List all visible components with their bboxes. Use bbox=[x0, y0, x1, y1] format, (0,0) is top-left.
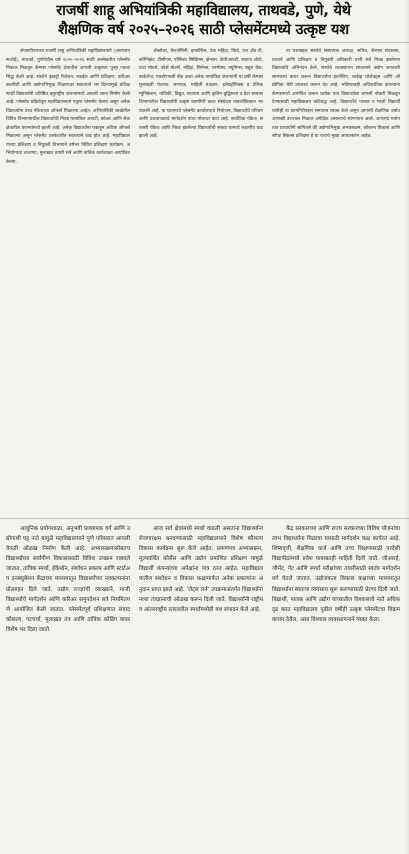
headline-divider bbox=[0, 42, 409, 43]
article-headline bbox=[2, 2, 405, 40]
lower-column-3-text: केंद्र सरकारच्या आणि राज्य सरकारच्या विविध योजनांचा लाभ विद्यार्थ्यांना मिळावा यासाठी मार्गदर्शन कक्ष कार्यरत आहे. शिष्यवृत्ती, शैक्षणिक कर्ज आणि उच्च शिक्षणासाठी परदेशी विद्यापीठांमध्ये प्रवेश याबाबतही माहिती दिली जाते. जीआरई, जीमॅट, गेट आणि स्पर्धा परीक्षांच्या तयारीसाठी स्वतंत्र मार्गदर्शन वर्ग घेतले जातात. उद्योजकता विकास कक्षाच्या माध्यमातून विद्यार्थ्यांना स्वतःचा व्यवसाय सुरू करण्यासाठी प्रेरणा दिली जाते. विद्यार्थी, पालक आणि उद्योग यांच्यातील विश्वासाचे नाते अधिक दृढ करत महाविद्यालय पुढील वर्षीही उत्कृष्ट प्लेसमेंटचा विक्रम कायम ठेवेल, असा विश्वास व्यवस्थापनाने व्यक्त केला. bbox=[272, 526, 400, 623]
upper-column-1 bbox=[6, 48, 130, 510]
upper-column-2 bbox=[139, 48, 263, 510]
section-divider bbox=[0, 518, 409, 519]
headline-line-1: राजर्षी शाहू अभियांत्रिकी महाविद्यालय, ताथवडे, पुणे, येथे bbox=[56, 3, 351, 19]
lower-column-2 bbox=[139, 524, 263, 850]
upper-column-3 bbox=[272, 48, 400, 510]
upper-column-1-text: जेएसपीएमच्या राजर्षी शाहू अभियांत्रिकी महाविद्यालयाने (आरएसएसओई), ताथवडे, पुणेयेथील वर्ष २०२५–२०२६ साठी उल्लेखनीय प्लेसमेंट निकाल मिळवून कॅम्पस प्लेसमेंट क्षेत्रातील आपली उत्कृष्टता पुन्हा एकदा सिद्ध केली आहे. संस्थेने इंडस्ट्री रिलेशन, स्थाईल आणि प्रशिक्षण, करिअर क्लारिटी आणि उद्योगाभिमुख शिक्षणावर सातत्याने भर दिल्यामुळे प्रशिक्षणार्थी विद्यार्थ्यांनी प्रतिष्ठित बहुराष्ट्रीय कंपन्यांमध्ये आपली जागा निर्माण केली आहे. प्लेसमेंट प्रक्रियेतून महाविद्यालयाने एकूण प्लेसमेंट केल्या असून अनेक विद्यार्थ्यांना उच्च पॅकेजच्या ऑफर्स मिळाल्या आहेत. अभियांत्रिकी शाखेतील विविध विभागांमधील विद्यार्थ्यांची निवड नामांकित आयटी, कोअर आणि सेवा क्षेत्रातील कंपन्यांमध्ये झाली आहे. अनेक विद्यार्थ्यांना एकाहून अधिक ऑफर्स मिळाल्या असून प्लेसमेंट टक्केवारीत सातत्याने वाढ होत आहे. महाविद्यालयाच्या प्रशिक्षण व नियुक्ती विभागाने वर्षभर विविध प्रशिक्षण कार्यक्रम, अभियोग्यता चाचण्या, मुलाखत तयारी सत्रे आणि तांत्रिक कार्यशाळा आयोजित केल्या. bbox=[6, 49, 130, 165]
lower-column-1-text: आधुनिक प्रयोगशाळा, अनुभवी प्राध्यापक वर्ग आणि उद्योगाशी घट्ट नाते यामुळे महाविद्यालयाने पुणे परिसरात आपली वेगळी ओळख निर्माण केली आहे. अभ्यासक्रमासोबतच विद्यार्थ्यांच्या सर्वांगीण विकासासाठी विविध उपक्रम राबवले जातात. तांत्रिक स्पर्धा, हॅकेथॉन, संशोधन प्रकल्प आणि स्टार्टअप इनक्युबेशन केंद्राच्या माध्यमातून विद्यार्थ्यांच्या नवकल्पनांना प्रोत्साहन दिले जाते. उद्योग तज्ज्ञांची व्याख्याने, माजी विद्यार्थ्यांचे मार्गदर्शन आणि करिअर समुपदेशन सत्रे नियमितपणे आयोजित केली जातात. प्लेसमेंटपूर्व प्रशिक्षणात संवाद कौशल्य, गटचर्चा, मुलाखत तंत्र आणि तांत्रिक कोडिंग यावर विशेष भर दिला जातो. bbox=[6, 526, 130, 633]
lower-column-1 bbox=[6, 524, 130, 850]
upper-column-3-text: या यशाबद्दल संस्थेचे संस्थापक अध्यक्ष, सचिव, कॅम्पस संचालक, प्राचार्य आणि प्रशिक्षण व नियुक्ती अधिकारी यांनी सर्व निवड झालेल्या विद्यार्थ्यांचे अभिनंदन केले. संस्थेचे व्यवस्थापन सातत्याने उद्योग जगताशी सामंजस्य करार करून विद्यार्थ्यांना इंटर्नशिप, लाईव्ह प्रोजेक्ट्स आणि औद्योगिक भेटी उपलब्ध करून देत आहे. भविष्यातही अधिकाधिक कंपन्यांना कॅम्पसमध्ये आमंत्रित करून प्रत्येक पात्र विद्यार्थ्याला चांगली नोकरी मिळवून देण्यासाठी महाविद्यालय कटिबद्ध आहे. विद्यार्थ्यांचे पालक व माजी विद्यार्थी यांनीही या कामगिरीबद्दल समाधान व्यक्त केले असून आगामी शैक्षणिक वर्षात आणखी उज्ज्वल निकाल अपेक्षित असल्याचे सांगण्यात आले. आपल्या मनोगतात प्राचार्यांनी सांगितले की उद्योगाभिमुख अभ्यासक्रम, कौशल्य विकास आणि सॉफ्ट स्किल्स प्रशिक्षण हे या यशाचे मुख्य आधारस्तंभ आहेत. bbox=[272, 49, 400, 139]
page-edge-shadow bbox=[405, 0, 409, 854]
lower-column-3 bbox=[272, 524, 400, 850]
upper-column-2-text: अ‍ॅक्सेंचर, कॅपजेमिनी, इन्फोसिस, टेक महिंद्रा, विप्रो, एल अँड टी, कॉग्निझंट, टीसीएस, पर्सिस्टंट सिस्टिम्स, झेन्सार, केपीआयटी, बजाज ऑटो, टाटा मोटर्स, फोर्स मोटर्स, महिंद्रा, सिमेन्स, थरमॅक्स, क्युमिन्स, ड्युश बँक, बार्कलेज, एचडीएफसी बँक अशा अनेक नामांकित कंपन्यांनी या वर्षी कॅम्पस मुलाखती घेतल्या. संगणक, माहिती तंत्रज्ञान, इलेक्ट्रॉनिक्स व टेलिकम्युनिकेशन, यांत्रिकी, विद्युत, स्थापत्य आणि कृत्रिम बुद्धिमत्ता व डेटा सायन्स विभागांतील विद्यार्थ्यांनी उत्कृष्ट कामगिरी करत संस्थेच्या नावलौकिकात भर घातली आहे. या यशामध्ये प्लेसमेंट कार्यालयाचे नियोजन, विद्यार्थ्यांचे परिश्रम आणि प्राध्यापकांचे मार्गदर्शन यांचा मोलाचा वाटा आहे. सर्वाधिक पॅकेज, सरासरी पॅकेज आणि निवड झालेल्या विद्यार्थ्यांची संख्या यामध्ये लक्षणीय वाढ झाली आहे. bbox=[139, 49, 263, 139]
headline-line-2: शैक्षणिक वर्ष २०२५–२०२६ साठी प्लेसमेंटमध्ये उत्कृष्ट यश bbox=[58, 22, 349, 38]
lower-column-2-text: आज सर्व क्षेत्रांमध्ये स्पर्धा वाढली असताना विद्यार्थ्यांना रोजगारक्षम बनवण्यासाठी महाविद्यालयाने विशेष कौशल्य विकास कार्यक्रम सुरू केले आहेत. प्रमाणपत्र अभ्यासक्रम, मूल्यवर्धित कोर्सेस आणि उद्योग प्रमाणित प्रशिक्षण यामुळे विद्यार्थी कंपन्यांच्या अपेक्षांना पात्र ठरत आहेत. महाविद्यालयातील संशोधन व विकास कक्षामार्फत अनेक प्रकल्पांना अनुदान प्राप्त झाले आहे. ‘लेट्स लर्न’ उपक्रमाअंतर्गत विद्यार्थ्यांना नव्या तंत्रज्ञानाची ओळख करून दिली जाते. विद्यार्थ्यांनी राष्ट्रीय व आंतरराष्ट्रीय स्तरावरील स्पर्धांमध्येही यश संपादन केले आहे. bbox=[139, 526, 263, 613]
